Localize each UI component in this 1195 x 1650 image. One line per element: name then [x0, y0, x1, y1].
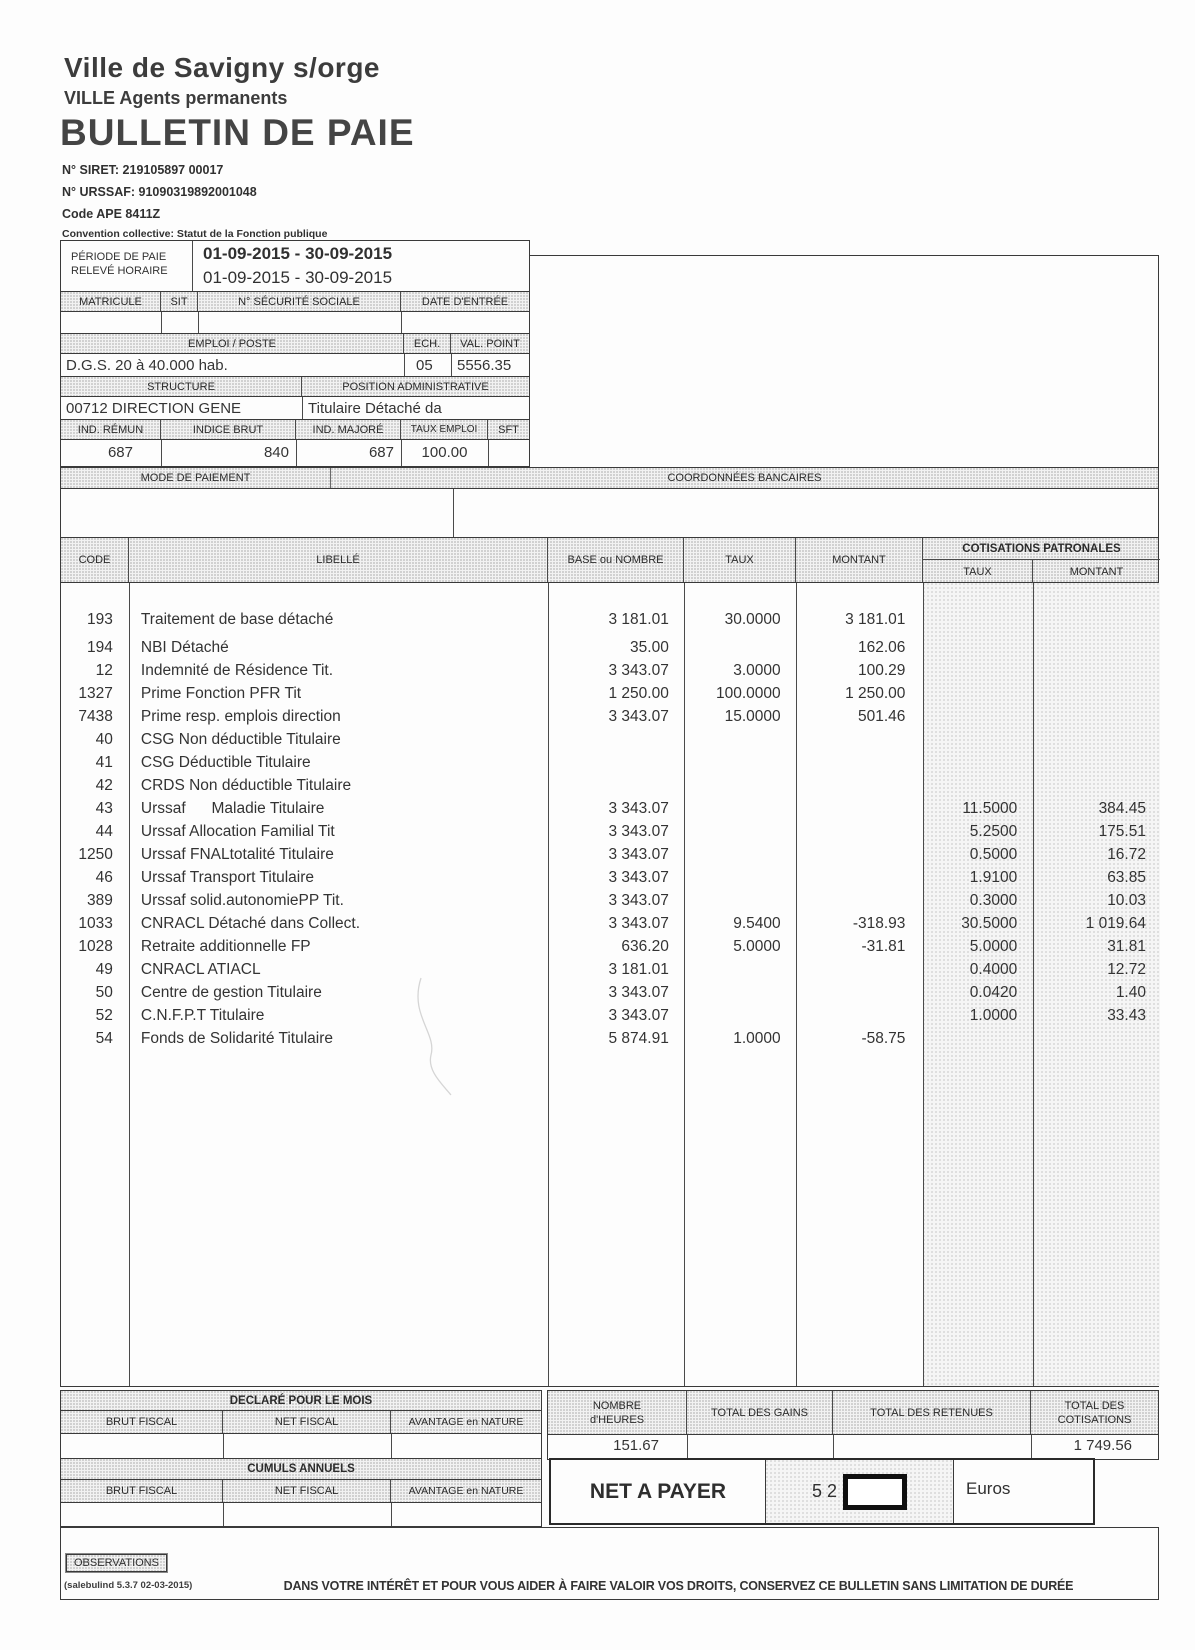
cell-patronales-montant: 1 019.64	[1085, 915, 1146, 932]
cell-libelle: Prime resp. emplois direction	[140, 708, 341, 725]
cell-montant	[795, 843, 922, 866]
period-value-bold: 01-09-2015 - 30-09-2015	[203, 244, 393, 263]
cell-taux	[683, 866, 795, 889]
cell-montant	[795, 958, 922, 981]
period-label-1: PÉRIODE DE PAIE	[71, 251, 167, 263]
org-name: Ville de Savigny s/orge	[64, 52, 380, 83]
cell-patronales-montant	[1031, 608, 1158, 631]
table-body-rows	[61, 583, 1158, 1050]
cell-base: 3 343.07	[608, 892, 669, 909]
net-a-payer-box	[549, 1458, 1095, 1525]
cell-patronales-taux: 0.0420	[969, 984, 1018, 1001]
ape-code: Code APE 8411Z	[62, 207, 161, 221]
cell-patronales-montant: 31.81	[1107, 938, 1146, 955]
cell-montant	[795, 728, 922, 751]
cell-patronales-montant: 33.43	[1107, 1007, 1146, 1024]
declared-values-row	[60, 1434, 542, 1459]
legal-notice: DANS VOTRE INTÉRÊT ET POUR VOUS AIDER À FAIRE VALOIR VOS DROITS, CONSERVEZ CE BULLETIN SANS LIMITATION DE DURÉE	[283, 1579, 1074, 1593]
cell-patronales-montant: 16.72	[1107, 846, 1146, 863]
cell-patronales-taux: 0.3000	[969, 892, 1018, 909]
cell-montant	[795, 1004, 922, 1027]
emploi-header: EMPLOI / POSTE	[61, 334, 404, 353]
table-row	[61, 659, 1158, 682]
cell-code: 1250	[78, 846, 113, 863]
period-labels	[61, 241, 193, 291]
cell-montant: 162.06	[857, 639, 906, 656]
header-empty-box	[530, 255, 1159, 467]
cell-montant	[795, 981, 922, 1004]
identity-value-row	[60, 312, 530, 334]
patronales-header: COTISATIONS PATRONALES	[923, 538, 1160, 560]
siret-number: N° SIRET: 219105897 00017	[62, 163, 224, 177]
cell-patronales-montant	[1031, 659, 1158, 682]
emploi-value-row	[60, 354, 530, 377]
cell-montant: 1 250.00	[845, 685, 906, 702]
base-header: BASE ou NOMBRE	[548, 538, 684, 582]
montant-header: MONTANT	[796, 538, 923, 582]
table-row	[61, 1027, 1158, 1050]
cell-base: 5 874.91	[608, 1030, 669, 1047]
cell-libelle: C.N.F.P.T Titulaire	[140, 1007, 265, 1024]
table-row	[61, 889, 1158, 912]
org-subtitle: VILLE Agents permanents	[64, 88, 288, 108]
period-label-2: RELEVÉ HORAIRE	[71, 265, 168, 277]
declared-month-header	[60, 1390, 542, 1411]
cell-base: 3 181.01	[608, 961, 669, 978]
cell-code: 42	[95, 777, 113, 794]
retenues-header: TOTAL DES RETENUES	[833, 1391, 1031, 1434]
indice-brut-header: INDICE BRUT	[161, 420, 296, 439]
cell-code: 7438	[78, 708, 113, 725]
cell-montant	[795, 866, 922, 889]
currency-label: Euros	[966, 1479, 1011, 1498]
table-row	[61, 843, 1158, 866]
table-row	[61, 981, 1158, 1004]
cell-patronales-montant: 384.45	[1098, 800, 1146, 817]
cell-libelle: CRDS Non déductible Titulaire	[140, 777, 352, 794]
cell-taux	[683, 774, 795, 797]
table-row	[61, 608, 1158, 631]
table-row	[61, 797, 1158, 820]
brut-fiscal-header: BRUT FISCAL	[61, 1411, 223, 1433]
cell-patronales-montant: 175.51	[1098, 823, 1146, 840]
cotisations-header	[1031, 1391, 1158, 1434]
cell-code: 389	[87, 892, 113, 909]
cell-code: 54	[95, 1030, 113, 1047]
date-entree-header: DATE D'ENTRÉE	[421, 295, 509, 308]
cell-taux	[683, 958, 795, 981]
cell-patronales-montant	[1031, 774, 1158, 797]
cotisations-header-line2: COTISATIONS	[1057, 1413, 1132, 1426]
cell-patronales-taux: 30.5000	[961, 915, 1018, 932]
gains-header: TOTAL DES GAINS	[687, 1391, 833, 1434]
cell-libelle: CNRACL ATIACL	[140, 961, 261, 978]
cotisations-header-line1: TOTAL DES	[1064, 1399, 1125, 1412]
payment-mode-header: MODE DE PAIEMENT	[61, 468, 331, 488]
cell-libelle: Traitement de base détaché	[140, 611, 334, 628]
secu-header: N° SÉCURITÉ SOCIALE	[198, 292, 401, 311]
cell-code: 41	[95, 754, 113, 771]
cell-libelle: Urssaf Allocation Familial Tit	[140, 823, 335, 840]
structure-value: 00712 DIRECTION GENE	[66, 400, 242, 417]
cell-patronales-taux	[921, 608, 1031, 631]
cell-patronales-taux: 0.4000	[969, 961, 1018, 978]
cell-libelle: Prime Fonction PFR Tit	[140, 685, 302, 702]
table-row	[61, 866, 1158, 889]
cell-patronales-taux	[921, 659, 1031, 682]
cell-montant: -58.75	[861, 1030, 906, 1047]
position-header: POSITION ADMINISTRATIVE	[342, 380, 489, 393]
bank-coordinates-header: COORDONNÉES BANCAIRES	[667, 472, 822, 484]
table-row	[61, 958, 1158, 981]
cotisations-value: 1 749.56	[1073, 1437, 1132, 1454]
taux-header: TAUX	[684, 538, 796, 582]
cell-patronales-taux: 11.5000	[962, 800, 1018, 817]
cell-code: 50	[95, 984, 113, 1001]
cell-patronales-taux: 5.0000	[969, 938, 1018, 955]
cell-taux	[683, 797, 795, 820]
cell-code: 1028	[78, 938, 113, 955]
matricule-header: MATRICULE	[61, 292, 161, 311]
cell-base: 3 343.07	[608, 1007, 669, 1024]
table-row	[61, 728, 1158, 751]
heures-header-line2: d'HEURES	[589, 1413, 645, 1426]
table-row	[61, 636, 1158, 659]
cell-code: 194	[87, 639, 113, 656]
cell-libelle: Urssaf solid.autonomiePP Tit.	[140, 892, 344, 909]
cell-taux	[683, 751, 795, 774]
cell-patronales-taux	[921, 1027, 1031, 1050]
observations-box	[60, 1527, 1159, 1600]
cell-montant: -318.93	[852, 915, 906, 932]
sit-header: SIT	[161, 292, 198, 311]
cell-montant	[795, 797, 922, 820]
cell-montant	[795, 820, 922, 843]
cell-montant: -31.81	[861, 938, 906, 955]
cell-montant	[795, 751, 922, 774]
cumuls-labels-row	[60, 1480, 542, 1503]
cell-patronales-montant	[1031, 728, 1158, 751]
cell-patronales-taux	[921, 751, 1031, 774]
cumuls-net-fiscal-header: NET FISCAL	[223, 1480, 391, 1502]
indice-brut-value: 840	[263, 444, 289, 461]
table-row	[61, 820, 1158, 843]
main-table-body	[60, 583, 1159, 1387]
taux-emploi-value: 100.00	[421, 444, 468, 461]
cell-taux	[683, 843, 795, 866]
cell-code: 1033	[78, 915, 113, 932]
cell-base: 3 343.07	[608, 823, 669, 840]
cell-base: 3 343.07	[608, 869, 669, 886]
heures-header-line1: NOMBRE	[592, 1399, 642, 1412]
cell-taux	[683, 728, 795, 751]
cell-base: 3 343.07	[608, 708, 669, 725]
cell-taux	[683, 981, 795, 1004]
position-value: Titulaire Détaché da	[308, 400, 442, 417]
ind-majore-header: IND. MAJORÉ	[296, 420, 401, 439]
cell-libelle: Urssaf FNALtotalité Titulaire	[140, 846, 334, 863]
cell-montant	[795, 774, 922, 797]
val-point-header: VAL. POINT	[460, 337, 520, 350]
cell-libelle: NBI Détaché	[140, 639, 229, 656]
code-header: CODE	[61, 538, 129, 582]
cell-patronales-montant: 10.03	[1107, 892, 1146, 909]
cell-patronales-montant	[1031, 682, 1158, 705]
cell-taux	[683, 889, 795, 912]
cell-patronales-montant: 12.72	[1107, 961, 1146, 978]
cell-montant: 100.29	[857, 662, 906, 679]
cell-base: 636.20	[621, 938, 669, 955]
cell-libelle: CNRACL Détaché dans Collect.	[140, 915, 360, 932]
cell-patronales-taux	[921, 728, 1031, 751]
emploi-header-row	[60, 334, 530, 354]
cell-code: 193	[87, 611, 113, 628]
declared-labels-row	[60, 1411, 542, 1434]
cell-taux: 1.0000	[733, 1030, 781, 1047]
cell-taux: 3.0000	[733, 662, 781, 679]
table-row	[61, 1004, 1158, 1027]
heures-value: 151.67	[613, 1437, 659, 1454]
doc-title: BULLETIN DE PAIE	[60, 112, 415, 153]
redaction-box	[843, 1474, 907, 1510]
cumuls-brut-fiscal-header: BRUT FISCAL	[61, 1480, 223, 1502]
cell-libelle: CSG Déductible Titulaire	[140, 754, 311, 771]
cell-code: 49	[95, 961, 113, 978]
table-row	[61, 682, 1158, 705]
structure-header-row	[60, 377, 530, 397]
cell-base: 3 343.07	[608, 915, 669, 932]
cell-base: 3 343.07	[608, 984, 669, 1001]
cell-patronales-montant	[1031, 751, 1158, 774]
cell-taux: 100.0000	[715, 685, 781, 702]
cell-montant: 501.46	[857, 708, 906, 725]
libelle-header: LIBELLÉ	[129, 538, 548, 582]
ind-majore-value: 687	[368, 444, 394, 461]
cell-patronales-taux: 0.5000	[969, 846, 1018, 863]
patronales-montant-header: MONTANT	[1069, 566, 1124, 578]
cell-libelle: CSG Non déductible Titulaire	[140, 731, 341, 748]
identity-header-row	[60, 292, 530, 312]
net-a-payer-label: NET A PAYER	[589, 1479, 727, 1503]
table-row	[61, 912, 1158, 935]
ech-header: ECH.	[404, 334, 451, 353]
cumuls-avantage-header: AVANTAGE en NATURE	[408, 1485, 524, 1497]
cell-patronales-montant: 63.85	[1107, 869, 1146, 886]
cell-base: 1 250.00	[608, 685, 669, 702]
emploi-value: D.G.S. 20 à 40.000 hab.	[66, 357, 228, 374]
cell-base: 35.00	[630, 639, 669, 656]
net-fiscal-header: NET FISCAL	[223, 1411, 391, 1433]
structure-value-row	[60, 397, 530, 420]
payment-header-row	[60, 467, 1159, 489]
cell-patronales-montant: 1.40	[1115, 984, 1146, 1001]
net-amount-cell	[765, 1460, 954, 1523]
cell-libelle: Centre de gestion Titulaire	[140, 984, 322, 1001]
cell-base	[547, 774, 683, 797]
cell-code: 12	[95, 662, 113, 679]
table-row	[61, 774, 1158, 797]
avantage-nature-header: AVANTAGE en NATURE	[408, 1416, 524, 1428]
cumuls-header	[60, 1459, 542, 1480]
cell-code: 1327	[78, 685, 113, 702]
totals-values-row	[547, 1435, 1159, 1460]
main-table-header	[60, 537, 1159, 583]
period-box	[60, 240, 530, 292]
cell-code: 43	[95, 800, 113, 817]
ind-remun-value: 687	[107, 444, 133, 461]
cell-taux	[683, 820, 795, 843]
heures-header	[548, 1391, 687, 1434]
urssaf-number: N° URSSAF: 91090319892001048	[62, 185, 257, 199]
declared-month-title: DECLARÉ POUR LE MOIS	[229, 1394, 373, 1407]
sft-header: SFT	[498, 423, 519, 436]
cell-taux	[683, 1004, 795, 1027]
cell-code: 40	[95, 731, 113, 748]
ech-value: 05	[416, 357, 433, 374]
cell-libelle: Indemnité de Résidence Tit.	[140, 662, 334, 679]
val-point-value: 5556.35	[457, 357, 512, 374]
cell-patronales-taux	[921, 682, 1031, 705]
cell-patronales-taux	[921, 636, 1031, 659]
cell-taux: 5.0000	[733, 938, 781, 955]
cell-montant: 3 181.01	[845, 611, 906, 628]
cell-patronales-montant	[1031, 1027, 1158, 1050]
cell-base	[547, 751, 683, 774]
cell-taux: 9.5400	[733, 915, 781, 932]
patronales-taux-header: TAUX	[923, 560, 1033, 584]
cell-patronales-taux	[921, 774, 1031, 797]
cumuls-title: CUMULS ANNUELS	[247, 1463, 355, 1475]
net-amount-prefix: 5 2	[811, 1481, 838, 1501]
cell-code: 44	[95, 823, 113, 840]
payment-value-row	[60, 489, 1159, 537]
cell-base: 3 181.01	[608, 611, 669, 628]
totals-header-row	[547, 1390, 1159, 1435]
convention-line: Convention collective: Statut de la Fonction publique	[62, 228, 328, 240]
cell-patronales-montant	[1031, 636, 1158, 659]
cumuls-values-row	[60, 1503, 542, 1527]
structure-header: STRUCTURE	[61, 377, 302, 396]
cell-patronales-taux: 1.9100	[969, 869, 1018, 886]
software-version: (salebulind 5.3.7 02-03-2015)	[64, 1580, 193, 1591]
cell-taux: 30.0000	[724, 611, 781, 628]
cell-libelle: Fonds de Solidarité Titulaire	[140, 1030, 334, 1047]
cell-montant	[795, 889, 922, 912]
table-row	[61, 751, 1158, 774]
cell-libelle: Retraite additionnelle FP	[140, 938, 311, 955]
cell-base	[547, 728, 683, 751]
releve-value: 01-09-2015 - 30-09-2015	[203, 268, 393, 287]
cell-libelle: Urssaf Maladie Titulaire	[140, 800, 325, 817]
cell-patronales-montant	[1031, 705, 1158, 728]
cell-patronales-taux	[921, 705, 1031, 728]
cell-code: 46	[95, 869, 113, 886]
indices-header-row	[60, 420, 530, 440]
cell-base: 3 343.07	[608, 800, 669, 817]
table-row	[61, 935, 1158, 958]
cell-code: 52	[95, 1007, 113, 1024]
cell-taux: 15.0000	[724, 708, 781, 725]
ind-remun-header: IND. RÉMUN	[61, 420, 161, 439]
table-row	[61, 705, 1158, 728]
cell-patronales-taux: 1.0000	[969, 1007, 1018, 1024]
cell-base: 3 343.07	[608, 662, 669, 679]
net-a-payer-label-cell	[551, 1460, 765, 1523]
observations-label: OBSERVATIONS	[66, 1554, 167, 1572]
cell-base: 3 343.07	[608, 846, 669, 863]
indices-value-row	[60, 440, 530, 467]
cell-taux	[683, 636, 795, 659]
cell-patronales-taux: 5.2500	[969, 823, 1018, 840]
taux-emploi-header: TAUX EMPLOI	[401, 420, 488, 439]
cell-libelle: Urssaf Transport Titulaire	[140, 869, 315, 886]
